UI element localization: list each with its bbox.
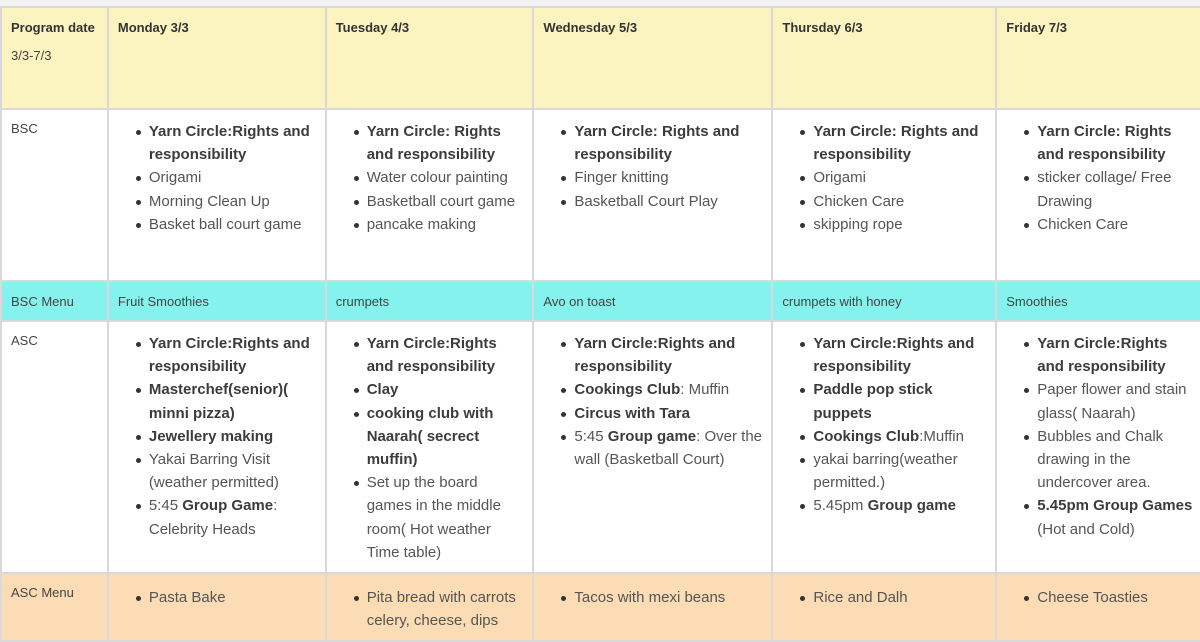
list-item: Tacos with mexi beans <box>574 586 763 609</box>
row-label: BSC <box>11 121 38 136</box>
list-item: skipping rope <box>813 213 987 236</box>
row-label: BSC Menu <box>11 294 74 309</box>
program-date-label: Program date <box>11 20 95 35</box>
item-detail: :Muffin <box>919 427 964 445</box>
menu-item: Avo on toast <box>543 294 616 309</box>
day-header-thursday <box>772 7 996 109</box>
list-item: Yakai Barring Visit (weather permitted) <box>149 448 317 494</box>
list-item: yakai barring(weather permitted.) <box>813 448 987 494</box>
list-item: Yarn Circle: Rights and responsibility <box>1037 120 1193 166</box>
bsc-menu-row <box>1 281 1200 321</box>
asc-menu-monday <box>108 573 326 641</box>
list-item: Pita bread with carrots celery, cheese, dips <box>367 586 525 632</box>
bsc-menu-label-cell <box>1 281 108 321</box>
item-detail: : Muffin <box>680 381 730 399</box>
row-label: ASC Menu <box>11 585 74 600</box>
list-item: Set up the board games in the middle room( Hot weather Time table) <box>367 471 525 564</box>
day-header-friday <box>996 7 1200 109</box>
bsc-label-cell <box>1 109 108 281</box>
bsc-row <box>1 109 1200 281</box>
activity-list <box>109 110 325 242</box>
list-item: Water colour painting <box>367 166 525 189</box>
activity-list <box>109 322 325 547</box>
menu-item: Fruit Smoothies <box>117 294 209 309</box>
list-item: Rice and Dalh <box>813 586 987 609</box>
bsc-cell-tuesday <box>326 109 534 281</box>
list-item: Yarn Circle:Rights and responsibility <box>367 332 525 378</box>
item-bold: Cookings Club <box>574 381 681 399</box>
day-label: Tuesday 4/3 <box>335 20 410 35</box>
asc-cell-monday <box>108 321 326 573</box>
list-item: Finger knitting <box>574 166 763 189</box>
menu-list <box>109 574 325 615</box>
list-item: Basketball court game <box>367 190 525 213</box>
menu-item: Smoothies <box>1006 294 1068 309</box>
day-label: Monday 3/3 <box>117 20 189 35</box>
asc-cell-tuesday <box>326 321 534 573</box>
activity-list <box>997 110 1200 242</box>
item-detail: (Hot and Cold) <box>1037 520 1135 538</box>
list-item: Yarn Circle:Rights and responsibility <box>813 332 987 378</box>
list-item: Circus with Tara <box>574 402 763 425</box>
asc-label-cell <box>1 321 108 573</box>
item-bold: Group game <box>607 427 697 445</box>
list-item: Yarn Circle:Rights and responsibility <box>149 120 317 166</box>
list-item: Clay <box>367 378 525 401</box>
activity-list <box>773 322 995 524</box>
list-item: Yarn Circle:Rights and responsibility <box>1037 332 1193 378</box>
bsc-cell-wednesday <box>533 109 772 281</box>
activity-list <box>534 110 771 219</box>
day-header-monday <box>108 7 326 109</box>
header-row <box>1 7 1200 109</box>
bsc-menu-tuesday <box>326 281 534 321</box>
list-item: Bubbles and Chalk drawing in the undercover area. <box>1037 425 1193 495</box>
item-detail: : Celebrity Heads <box>148 497 278 538</box>
menu-list <box>534 574 771 615</box>
list-item <box>813 494 987 517</box>
item-bold: Group Game <box>182 497 274 515</box>
list-item: Basket ball court game <box>149 213 317 236</box>
list-item <box>574 378 763 401</box>
list-item: Yarn Circle: Rights and responsibility <box>367 120 525 166</box>
asc-cell-wednesday <box>533 321 772 573</box>
day-header-wednesday <box>533 7 772 109</box>
bsc-menu-wednesday <box>533 281 772 321</box>
item-bold: 5.45pm Group Games <box>1037 497 1193 515</box>
list-item <box>574 425 763 471</box>
item-detail: : Over the wall (Basketball Court) <box>574 427 762 469</box>
activity-list <box>327 110 533 242</box>
list-item: Paddle pop stick puppets <box>813 378 987 424</box>
list-item: Yarn Circle: Rights and responsibility <box>574 120 763 166</box>
asc-menu-thursday <box>772 573 996 641</box>
menu-list <box>997 574 1200 615</box>
menu-item: crumpets with honey <box>782 294 902 309</box>
bsc-cell-thursday <box>772 109 996 281</box>
list-item: Origami <box>813 166 987 189</box>
list-item: Chicken Care <box>1037 213 1193 236</box>
list-item: Chicken Care <box>813 190 987 213</box>
list-item: Paper flower and stain glass( Naarah) <box>1037 378 1193 424</box>
activity-list <box>773 110 995 242</box>
list-item: Pasta Bake <box>149 586 317 609</box>
day-header-tuesday <box>326 7 534 109</box>
item-time: 5.45pm <box>813 497 868 515</box>
bsc-cell-friday <box>996 109 1200 281</box>
list-item: Basketball Court Play <box>574 190 763 213</box>
menu-item: crumpets <box>335 294 390 309</box>
activity-list <box>327 322 533 570</box>
program-date-cell <box>1 7 108 109</box>
menu-list <box>327 574 533 638</box>
day-label: Wednesday 5/3 <box>543 20 638 35</box>
list-item: Morning Clean Up <box>149 190 317 213</box>
list-item <box>1037 494 1193 540</box>
list-item: sticker collage/ Free Drawing <box>1037 166 1193 212</box>
asc-menu-tuesday <box>326 573 534 641</box>
asc-menu-label-cell <box>1 573 108 641</box>
list-item: Masterchef(senior)( minni pizza) <box>149 378 317 424</box>
list-item <box>149 494 317 540</box>
asc-cell-thursday <box>772 321 996 573</box>
list-item: pancake making <box>367 213 525 236</box>
day-label: Friday 7/3 <box>1006 20 1067 35</box>
list-item: cooking club with Naarah( secrect muffin) <box>367 402 525 472</box>
asc-menu-row <box>1 573 1200 641</box>
list-item: Cheese Toasties <box>1037 586 1193 609</box>
asc-menu-friday <box>996 573 1200 641</box>
bsc-cell-monday <box>108 109 326 281</box>
list-item: Yarn Circle:Rights and responsibility <box>574 332 763 378</box>
day-label: Thursday 6/3 <box>782 20 863 35</box>
list-item: Origami <box>149 166 317 189</box>
item-time: 5:45 <box>574 427 608 445</box>
list-item: Yarn Circle: Rights and responsibility <box>813 120 987 166</box>
asc-menu-wednesday <box>533 573 772 641</box>
asc-cell-friday <box>996 321 1200 573</box>
bsc-menu-monday <box>108 281 326 321</box>
activity-list <box>534 322 771 477</box>
weekly-program-table <box>0 6 1200 642</box>
list-item: Jewellery making <box>149 425 317 448</box>
menu-list <box>773 574 995 615</box>
asc-row <box>1 321 1200 573</box>
item-bold: Group game <box>867 497 956 515</box>
bsc-menu-thursday <box>772 281 996 321</box>
program-date-range: 3/3-7/3 <box>11 48 52 63</box>
activity-list <box>997 322 1200 547</box>
bsc-menu-friday <box>996 281 1200 321</box>
list-item <box>813 425 987 448</box>
item-bold: Cookings Club <box>813 427 920 445</box>
list-item: Yarn Circle:Rights and responsibility <box>149 332 317 378</box>
item-time: 5:45 <box>148 497 183 515</box>
row-label: ASC <box>11 333 38 348</box>
